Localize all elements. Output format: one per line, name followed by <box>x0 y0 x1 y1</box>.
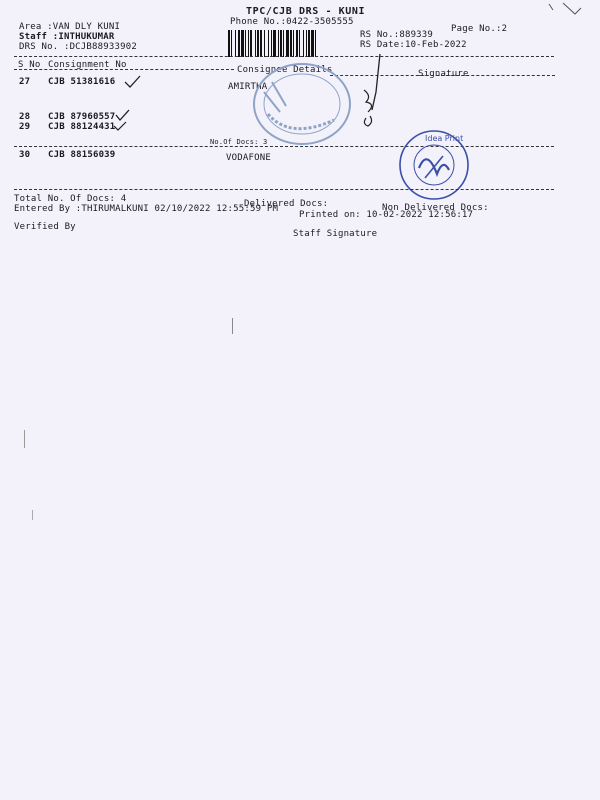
barcode-bar <box>273 30 276 57</box>
barcode-bar <box>228 30 230 57</box>
barcode-bar <box>268 30 269 57</box>
row-30-consignment: CJB 88156039 <box>48 150 116 160</box>
divider <box>14 69 234 70</box>
barcode-image <box>228 30 354 57</box>
barcode-bar <box>293 30 294 57</box>
barcode-bar <box>255 30 256 57</box>
barcode-bar <box>280 30 282 57</box>
total-docs: Total No. Of Docs: 4 <box>14 194 127 204</box>
staff-signature: Staff Signature <box>293 229 378 239</box>
drs-number: DRS No. :DCJB88933902 <box>19 42 137 52</box>
printed-on: Printed on: 10-02-2022 12:56:17 <box>299 210 474 220</box>
entered-by: Entered By :THIRUMALKUNI 02/10/2022 12:55:59 PM <box>14 204 279 214</box>
row-29-consignment: CJB 88124431 <box>48 122 116 132</box>
barcode-bar <box>260 30 262 57</box>
col-sno-header: S No <box>18 60 41 70</box>
row-30-consignee: VODAFONE <box>226 153 271 163</box>
barcode-bar <box>299 30 300 57</box>
barcode-bar <box>290 30 292 57</box>
barcode-bar <box>257 30 259 57</box>
divider <box>14 189 554 190</box>
row-28-consignment: CJB 87960557 <box>48 112 116 122</box>
barcode-bar <box>241 30 244 57</box>
barcode-bar <box>231 30 232 57</box>
col-consignment-header: Consignment No <box>48 60 127 70</box>
barcode-bar <box>248 30 249 57</box>
phone-number: Phone No.:0422-3505555 <box>230 17 354 27</box>
row-27-consignment: CJB 51381616 <box>48 77 116 87</box>
barcode-bar <box>238 30 240 57</box>
area-field: Area :VAN DLY KUNI <box>19 22 121 32</box>
row-29-sno: 29 <box>19 122 31 132</box>
row-30-sno: 30 <box>19 150 31 160</box>
barcode-bar <box>271 30 272 57</box>
barcode-bar <box>245 30 246 57</box>
checkmark-icon <box>112 120 128 132</box>
rs-date: RS Date:10-Feb-2022 <box>360 40 467 50</box>
company-round-stamp <box>397 128 471 202</box>
group-docs-count: No.Of Docs: 3 <box>210 138 268 146</box>
barcode-bar <box>296 30 298 57</box>
non-delivered-docs: Non Delivered Docs: <box>382 203 489 213</box>
barcode-bar <box>283 30 284 57</box>
verified-by: Verified By <box>14 222 76 232</box>
barcode-bar <box>286 30 289 57</box>
scan-speck <box>232 318 233 334</box>
checkmark-icon <box>123 74 143 90</box>
barcode-bar <box>250 30 252 57</box>
barcode-bar <box>264 30 265 57</box>
delivered-docs: Delivered Docs: <box>244 199 329 209</box>
scan-speck <box>32 510 33 520</box>
scan-speck <box>24 430 25 448</box>
row-27-sno: 27 <box>19 77 31 87</box>
signature-scrawl <box>358 52 398 132</box>
barcode-bar <box>278 30 279 57</box>
row-27-consignee: AMIRTHA <box>228 82 268 92</box>
staff-field: Staff :INTHUKUMAR <box>19 32 115 42</box>
barcode-bar <box>306 30 307 57</box>
divider <box>14 56 554 57</box>
corner-scribble-mark <box>545 0 585 22</box>
col-signature-header: Signature <box>418 69 469 79</box>
barcode-bar <box>315 30 316 57</box>
barcode-bar <box>303 30 304 57</box>
barcode-bar <box>311 30 314 57</box>
page-number: Page No.:2 <box>451 24 508 34</box>
stamp-text: Idea Print <box>425 134 464 143</box>
page-title: TPC/CJB DRS - KUNI <box>246 6 366 17</box>
barcode-bar <box>308 30 310 57</box>
barcode-bar <box>235 30 236 57</box>
col-consignee-header: Consignee Details <box>237 65 333 75</box>
rs-number: RS No.:889339 <box>360 30 434 40</box>
row-28-sno: 28 <box>19 112 31 122</box>
faded-rubber-stamp <box>250 62 356 148</box>
